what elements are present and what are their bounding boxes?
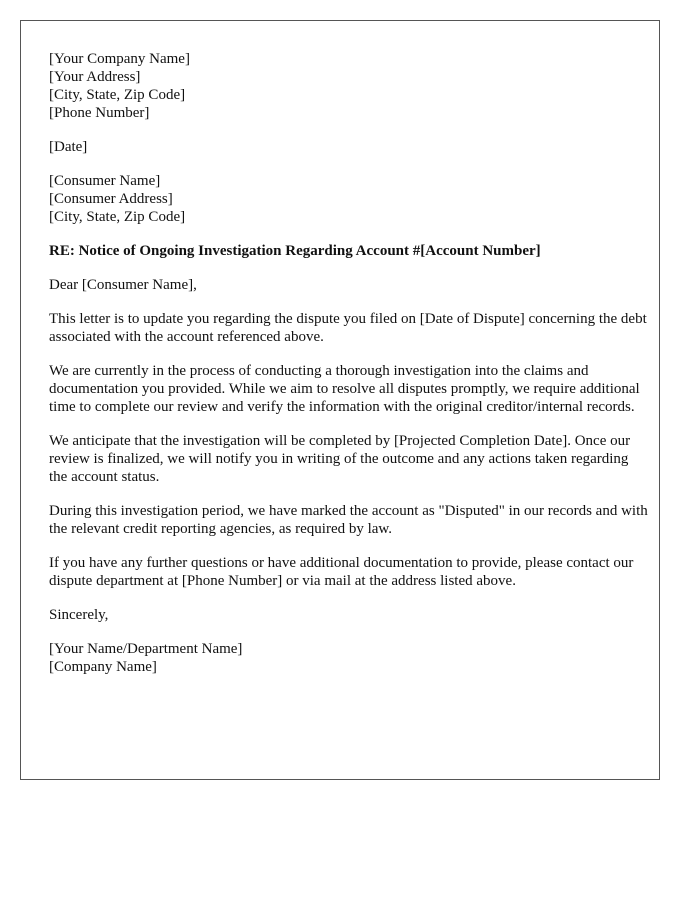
recipient-name: [Consumer Name]: [49, 173, 161, 189]
letter-date: [Date]: [49, 139, 88, 155]
body-paragraph-disputed-status: During this investigation period, we have marked the account as "Disputed" in our records and with the relevant credit reporting agencies, as required by law.: [49, 503, 648, 537]
signature-block: [49, 640, 649, 676]
letter-page: [20, 20, 660, 780]
recipient-address-block: [49, 172, 649, 226]
recipient-city-state-zip: [City, State, Zip Code]: [49, 209, 186, 225]
recipient-address: [Consumer Address]: [49, 191, 173, 207]
body-paragraph-investigation: We are currently in the process of conducting a thorough investigation into the claims and documentation you provided. While we aim to resolve all disputes promptly, we require additional time to complete our review and verify the information with the original creditor/internal records.: [49, 363, 640, 415]
letter-body: [49, 50, 649, 692]
salutation: Dear [Consumer Name],: [49, 277, 197, 293]
body-paragraph-update: This letter is to update you regarding the dispute you filed on [Date of Dispute] concerning the debt associated with the account referenced above.: [49, 311, 647, 345]
body-paragraph-completion: We anticipate that the investigation will be completed by [Projected Completion Date]. Once our review is finalized, we will notify you in writing of the outcome and any actions taken regarding the account status.: [49, 433, 631, 485]
subject-line: RE: Notice of Ongoing Investigation Regarding Account #[Account Number]: [49, 243, 541, 259]
body-paragraph-contact: If you have any further questions or have additional documentation to provide, please contact our dispute department at [Phone Number] or via mail at the address listed above.: [49, 555, 634, 589]
sender-phone: [Phone Number]: [49, 105, 150, 121]
date-block: [49, 138, 649, 156]
signature-company-name: [Company Name]: [49, 659, 157, 675]
sender-city-state-zip: [City, State, Zip Code]: [49, 87, 186, 103]
sender-address: [Your Address]: [49, 69, 141, 85]
sender-company-name: [Your Company Name]: [49, 51, 190, 67]
sender-address-block: [49, 50, 649, 122]
closing: Sincerely,: [49, 607, 109, 623]
signature-name-department: [Your Name/Department Name]: [49, 641, 243, 657]
